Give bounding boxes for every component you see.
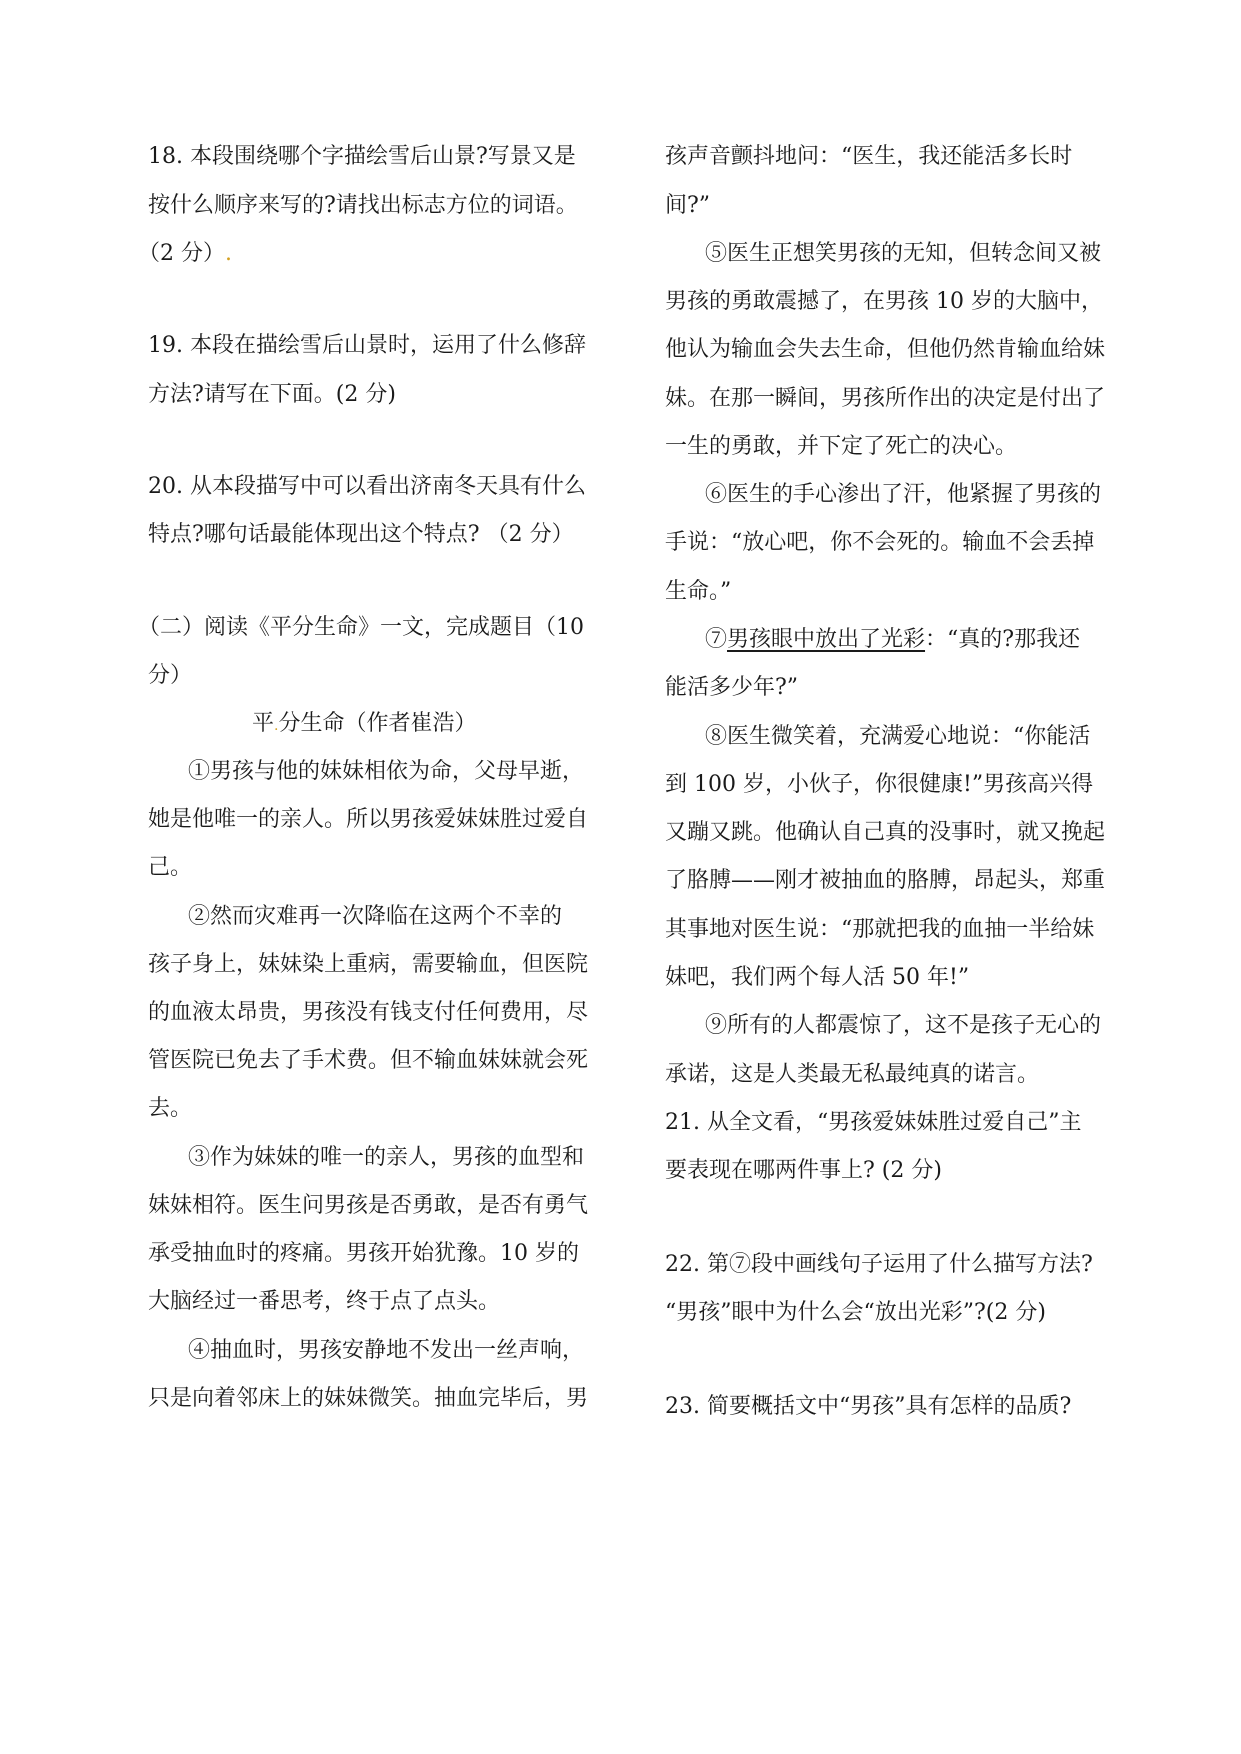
para-2-line-2: 孩子身上，妹妹染上重病，需要输血，但医院	[148, 952, 589, 977]
underlined-sentence: 男孩眼中放出了光彩	[727, 627, 926, 652]
question-20-line-2: 特点?哪句话最能体现出这个特点? （2 分）	[148, 522, 574, 547]
article-title	[252, 709, 476, 741]
para-4-cont-line-2: 间?”	[665, 193, 711, 218]
para-2-line-1: ②然而灾难再一次降临在这两个不幸的	[188, 904, 563, 929]
question-21-line-2: 要表现在哪两件事上? (2 分)	[665, 1158, 942, 1183]
para-5-line-4: 妹。在那一瞬间，男孩所作出的决定是付出了	[665, 386, 1106, 411]
question-22-line-1: 22. 第⑦段中画线句子运用了什么描写方法?	[665, 1252, 1093, 1277]
question-22-line-2: “男孩”眼中为什么会“放出光彩”?(2 分)	[665, 1300, 1046, 1325]
para-7-line-1	[705, 625, 1080, 655]
question-18-line-2: 按什么顺序来写的?请找出标志方位的词语。	[148, 193, 578, 218]
para-1-line-2: 她是他唯一的亲人。所以男孩爱妹妹胜过爱自	[148, 807, 589, 832]
para-2-line-3: 的血液太昂贵，男孩没有钱支付任何费用，尽	[148, 1000, 589, 1025]
section-2-heading-line-2: 分）	[148, 663, 193, 688]
para-6-line-1: ⑥医生的手心渗出了汗，他紧握了男孩的	[705, 482, 1102, 507]
para-3-line-3: 承受抽血时的疼痛。男孩开始犹豫。10 岁的	[148, 1241, 579, 1266]
para-7-rest: ：“真的?那我还	[925, 627, 1081, 652]
question-19-line-1: 19. 本段在描绘雪后山景时，运用了什么修辞	[148, 333, 586, 358]
stray-mark: .	[225, 241, 232, 266]
para-8-line-6: 妹吧，我们两个每人活 50 年!”	[665, 965, 970, 990]
question-20-line-1: 20. 从本段描写中可以看出济南冬天具有什么	[148, 474, 586, 499]
para-2-line-5: 去。	[148, 1096, 193, 1121]
question-18-line-3	[138, 239, 232, 269]
para-8-line-3: 又蹦又跳。他确认自己真的没事时，就又挽起	[665, 820, 1106, 845]
para-5-line-2: 男孩的勇敢震撼了，在男孩 10 岁的大脑中，	[665, 289, 1103, 314]
question-18-line-1: 18. 本段围绕哪个字描绘雪后山景?写景又是	[148, 144, 576, 169]
para-1-line-1: ①男孩与他的妹妹相依为命，父母早逝，	[188, 759, 585, 784]
question-18-points: （2 分）	[138, 241, 225, 266]
para-7-number: ⑦	[705, 627, 728, 652]
para-2-line-4: 管医院已免去了手术费。但不输血妹妹就会死	[148, 1048, 589, 1073]
para-4-line-1: ④抽血时，男孩安静地不发出一丝声响，	[188, 1338, 585, 1363]
title-mark: .	[274, 718, 279, 734]
para-5-line-3: 他认为输血会失去生命，但他仍然肯输血给妹	[665, 337, 1106, 362]
para-7-line-2: 能活多少年?”	[665, 675, 799, 700]
para-6-line-2: 手说：“放心吧，你不会死的。输血不会丢掉	[665, 530, 1095, 555]
para-9-line-1: ⑨所有的人都震惊了，这不是孩子无心的	[705, 1013, 1102, 1038]
para-6-line-3: 生命。”	[665, 579, 732, 604]
para-3-line-2: 妹妹相符。医生问男孩是否勇敢，是否有勇气	[148, 1193, 589, 1218]
para-9-line-2: 承诺，这是人类最无私最纯真的诺言。	[665, 1062, 1040, 1087]
para-5-line-5: 一生的勇敢，并下定了死亡的决心。	[665, 434, 1018, 459]
para-5-line-1: ⑤医生正想笑男孩的无知，但转念间又被	[705, 241, 1102, 266]
para-3-line-4: 大脑经过一番思考，终于点了点头。	[148, 1289, 501, 1314]
question-21-line-1: 21. 从全文看，“男孩爱妹妹胜过爱自己”主	[665, 1110, 1082, 1135]
question-19-line-2: 方法?请写在下面。(2 分)	[148, 382, 396, 407]
section-2-heading-line-1: （二）阅读《平分生命》一文，完成题目（10	[138, 615, 584, 640]
para-8-line-5: 其事地对医生说：“那就把我的血抽一半给妹	[665, 917, 1095, 942]
question-23-line-1: 23. 简要概括文中“男孩”具有怎样的品质?	[665, 1394, 1072, 1419]
title-part-2: 分生命（作者崔浩）	[278, 711, 477, 736]
para-1-line-3: 己。	[148, 855, 193, 880]
title-part-1: 平	[252, 711, 275, 736]
para-4-line-2: 只是向着邻床上的妹妹微笑。抽血完毕后，男	[148, 1386, 589, 1411]
para-8-line-4: 了胳膊——刚才被抽血的胳膊，昂起头，郑重	[665, 868, 1106, 893]
para-4-cont-line-1: 孩声音颤抖地问：“医生，我还能活多长时	[665, 144, 1073, 169]
para-3-line-1: ③作为妹妹的唯一的亲人，男孩的血型和	[188, 1145, 585, 1170]
para-8-line-2: 到 100 岁，小伙子，你很健康!”男孩高兴得	[665, 772, 1094, 797]
para-8-line-1: ⑧医生微笑着，充满爱心地说：“你能活	[705, 724, 1091, 749]
